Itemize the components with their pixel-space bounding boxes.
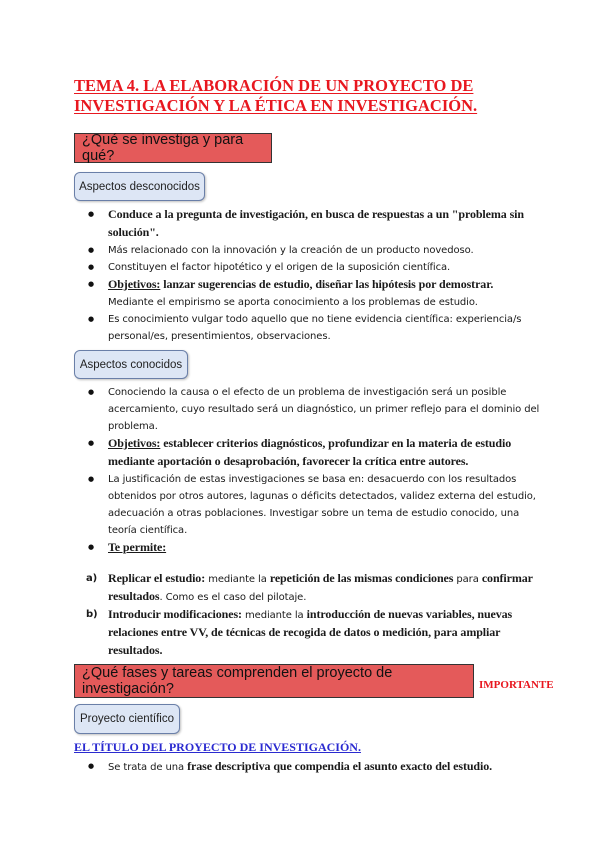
list-item: ● Te permite:: [74, 539, 544, 557]
title-section-list: [74, 758, 544, 776]
subheading-titulo-proyecto: EL TÍTULO DEL PROYECTO DE INVESTIGACIÓN.: [74, 740, 361, 754]
proyecto-cientifico-label: Proyecto científico: [74, 704, 180, 734]
permite-list: [74, 570, 544, 660]
list-item: ● Es conocimiento vulgar todo aquello que no tiene evidencia científica: experiencia/s personal/es, presentimientos, observaciones.: [74, 311, 544, 345]
list-item: ● Más relacionado con la innovación y la creación de un producto novedoso.: [74, 242, 544, 259]
list-item: ● Conduce a la pregunta de investigación, en busca de respuestas a un "problema sin solución".: [74, 206, 544, 242]
unknown-aspects-list: [74, 206, 544, 345]
list-item: ● Objetivos: lanzar sugerencias de estudio, diseñar las hipótesis por demostrar. Mediante el empirismo se aporta conocimiento a los problemas de estudio.: [74, 276, 544, 311]
list-item: ● Se trata de una frase descriptiva que compendia el asunto exacto del estudio.: [74, 758, 544, 776]
list-item: ● Constituyen el factor hipotético y el origen de la suposición científica.: [74, 259, 544, 276]
aspectos-desconocidos-label: Aspectos desconocidos: [74, 172, 205, 201]
list-item: ● La justificación de estas investigaciones se basa en: desacuerdo con los resultados obtenidos por otros autores, lagunas o déficits detectados, validez externa del estudio, adecuación a otras poblaciones. Investigar sobre un tema de estudio conocido, una teoría científica.: [74, 471, 544, 539]
list-item: ● Objetivos: establecer criterios diagnósticos, profundizar en la materia de estudio mediante aportación o desaprobación, favorecer la crítica entre autores.: [74, 435, 544, 471]
list-item: ● Conociendo la causa o el efecto de un problema de investigación será un posible acercamiento, cuyo resultado será un diagnóstico, un primer reflejo para el dominio del problema.: [74, 384, 544, 435]
aspectos-conocidos-label: Aspectos conocidos: [74, 350, 188, 379]
document-title: TEMA 4. LA ELABORACIÓN DE UN PROYECTO DE INVESTIGACIÓN Y LA ÉTICA EN INVESTIGACIÓN.: [74, 76, 478, 115]
known-aspects-list: [74, 384, 544, 557]
section-heading-que-se-investiga: ¿Qué se investiga y para qué?: [74, 133, 272, 163]
list-item: a) Replicar el estudio: mediante la repetición de las mismas condiciones para confirmar resultados. Como es el caso del pilotaje.: [86, 571, 533, 603]
list-item: b) Introducir modificaciones: mediante la introducción de nuevas variables, nuevas relaciones entre VV, de técnicas de recogida de datos o medición, para ampliar resultados.: [86, 607, 513, 657]
important-note: IMPORTANTE: [479, 679, 554, 691]
section-heading-fases-y-tareas: ¿Qué fases y tareas comprenden el proyecto de investigación?: [74, 664, 474, 698]
